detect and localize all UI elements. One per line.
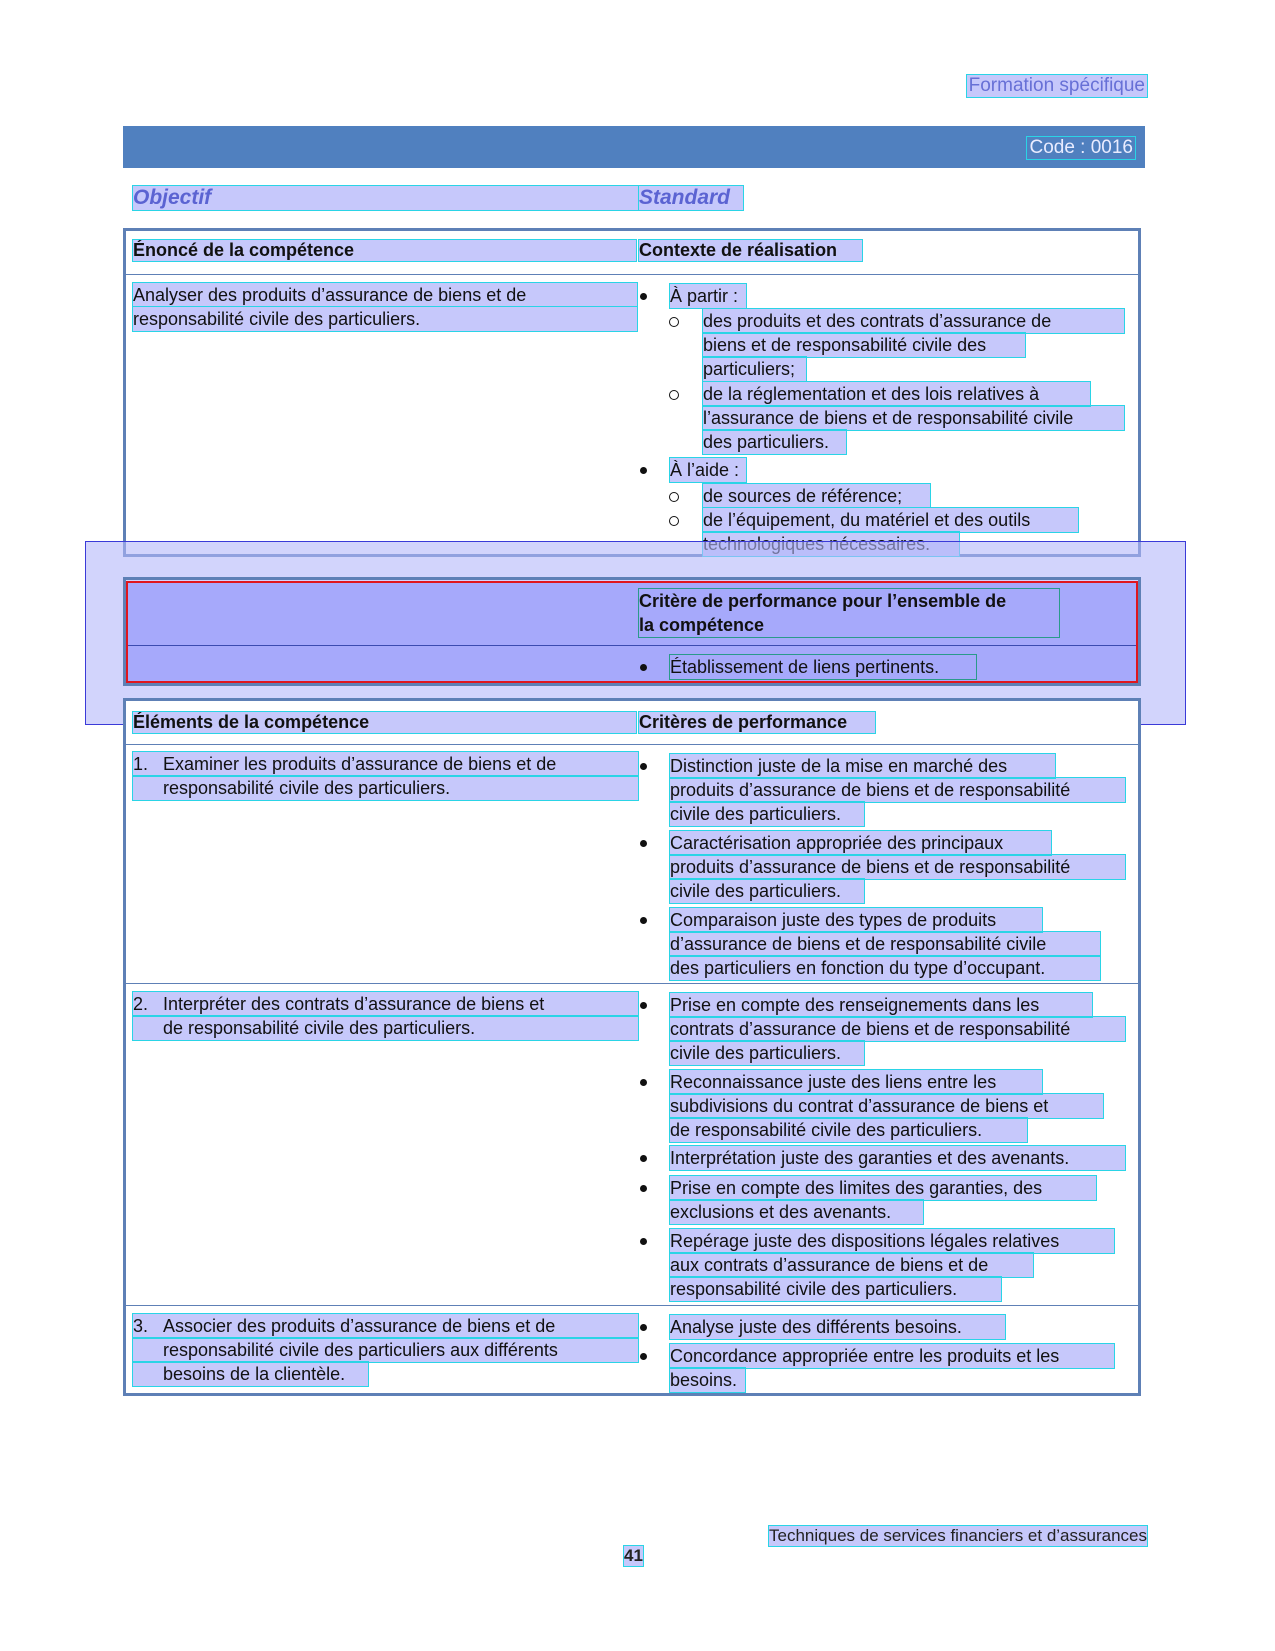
context-item-line: l’assurance de biens et de responsabilité civile [703,406,1124,430]
criterion-line: Distinction juste de la mise en marché des [670,754,1055,778]
element-item [133,1314,638,1386]
context-item [703,484,1124,508]
statement-line: Analyser des produits d’assurance de biens et de [133,283,637,307]
criterion-line: aux contrats d’assurance de biens et de [670,1253,1033,1277]
criterion-line: civile des particuliers. [670,802,864,826]
criterion-item [670,1070,1125,1142]
criterion-line: besoins. [670,1368,745,1392]
criterion-line: Interprétation juste des garanties et des avenants. [670,1146,1125,1170]
table-divider [126,983,1138,984]
criterion-line: civile des particuliers. [670,1041,864,1065]
context-item-line: de l’équipement, du matériel et des outils [703,508,1078,532]
criterion-line: Analyse juste des différents besoins. [670,1315,1005,1339]
context-help-label: À l’aide : [670,458,746,482]
criterion-item [670,831,1125,903]
overall-criteria-header-line: Critère de performance pour l’ensemble de [639,591,1007,611]
element-number: 3. [133,1316,149,1336]
element-item [133,752,638,800]
criterion-line: d’assurance de biens et de responsabilité civile [670,932,1100,956]
standard-heading: Standard [639,186,743,210]
criterion-line: produits d’assurance de biens et de responsabilité [670,778,1125,802]
element-line: Examiner les produits d’assurance de biens et de [133,752,638,776]
criterion-line: Prise en compte des renseignements dans les [670,993,1092,1017]
footer-program-title: Techniques de services financiers et d’assurances [769,1526,1147,1545]
statement-header: Énoncé de la compétence [133,240,636,261]
criterion-line: des particuliers en fonction du type d’occupant. [670,956,1100,980]
context-item-line: des produits et des contrats d’assurance de [703,309,1124,333]
context-header: Contexte de réalisation [639,240,862,261]
criterion-line: Repérage juste des dispositions légales relatives [670,1229,1114,1253]
element-line: Associer des produits d’assurance de biens et de [133,1314,638,1338]
context-item [703,382,1124,454]
code-label: Code : 0016 [1029,137,1133,158]
criterion-line: Comparaison juste des types de produits [670,908,1042,932]
elements-header: Éléments de la compétence [133,712,636,733]
criterion-line: Concordance appropriée entre les produits et les [670,1344,1114,1368]
element-line: responsabilité civile des particuliers aux différents [133,1338,638,1362]
statement-line: responsabilité civile des particuliers. [133,307,637,331]
criterion-line: produits d’assurance de biens et de responsabilité [670,855,1125,879]
criterion-item [670,1146,1125,1170]
overall-criteria-header-line: la compétence [639,615,765,635]
criteria-header: Critères de performance [639,712,875,733]
table-divider [126,744,1138,745]
objective-heading: Objectif [133,186,638,210]
criterion-item [670,993,1125,1065]
criterion-item [670,1229,1125,1301]
criterion-line: exclusions et des avenants. [670,1200,923,1224]
overall-criteria-header [639,589,1059,637]
element-line: de responsabilité civile des particuliers. [133,1016,638,1040]
element-line: besoins de la clientèle. [133,1362,368,1386]
context-item-line: biens et de responsabilité civile des [703,333,1025,357]
context-from-label: À partir : [670,284,746,308]
criterion-item [670,908,1125,980]
element-number: 2. [133,994,149,1014]
context-item-line: de sources de référence; [703,484,930,508]
element-line: responsabilité civile des particuliers. [133,776,638,800]
element-number: 1. [133,754,149,774]
criterion-item [670,1176,1125,1224]
criterion-item [670,1315,1125,1339]
criterion-line: responsabilité civile des particuliers. [670,1277,1001,1301]
program-header: Formation spécifique [968,75,1145,96]
element-line: Interpréter des contrats d’assurance de biens et [133,992,638,1016]
criterion-line: de responsabilité civile des particuliers. [670,1118,1027,1142]
context-item-line: de la réglementation et des lois relatives à [703,382,1090,406]
criterion-line: civile des particuliers. [670,879,864,903]
overall-criteria-item: Établissement de liens pertinents. [670,655,976,679]
criterion-item [670,1344,1125,1392]
table-divider [126,274,1138,275]
table-divider [128,645,1136,646]
page-number: 41 [624,1546,643,1565]
criterion-line: Prise en compte des limites des garanties, des [670,1176,1096,1200]
context-item [703,309,1124,381]
code-bar [123,126,1145,168]
context-item-line: des particuliers. [703,430,846,454]
criterion-item [670,754,1125,826]
criterion-line: contrats d’assurance de biens et de responsabilité [670,1017,1125,1041]
criterion-line: Reconnaissance juste des liens entre les [670,1070,1042,1094]
criterion-line: subdivisions du contrat d’assurance de biens et [670,1094,1103,1118]
context-item-line: particuliers; [703,357,806,381]
criterion-line: Caractérisation appropriée des principaux [670,831,1051,855]
table-divider [126,1305,1138,1306]
element-item [133,992,638,1040]
